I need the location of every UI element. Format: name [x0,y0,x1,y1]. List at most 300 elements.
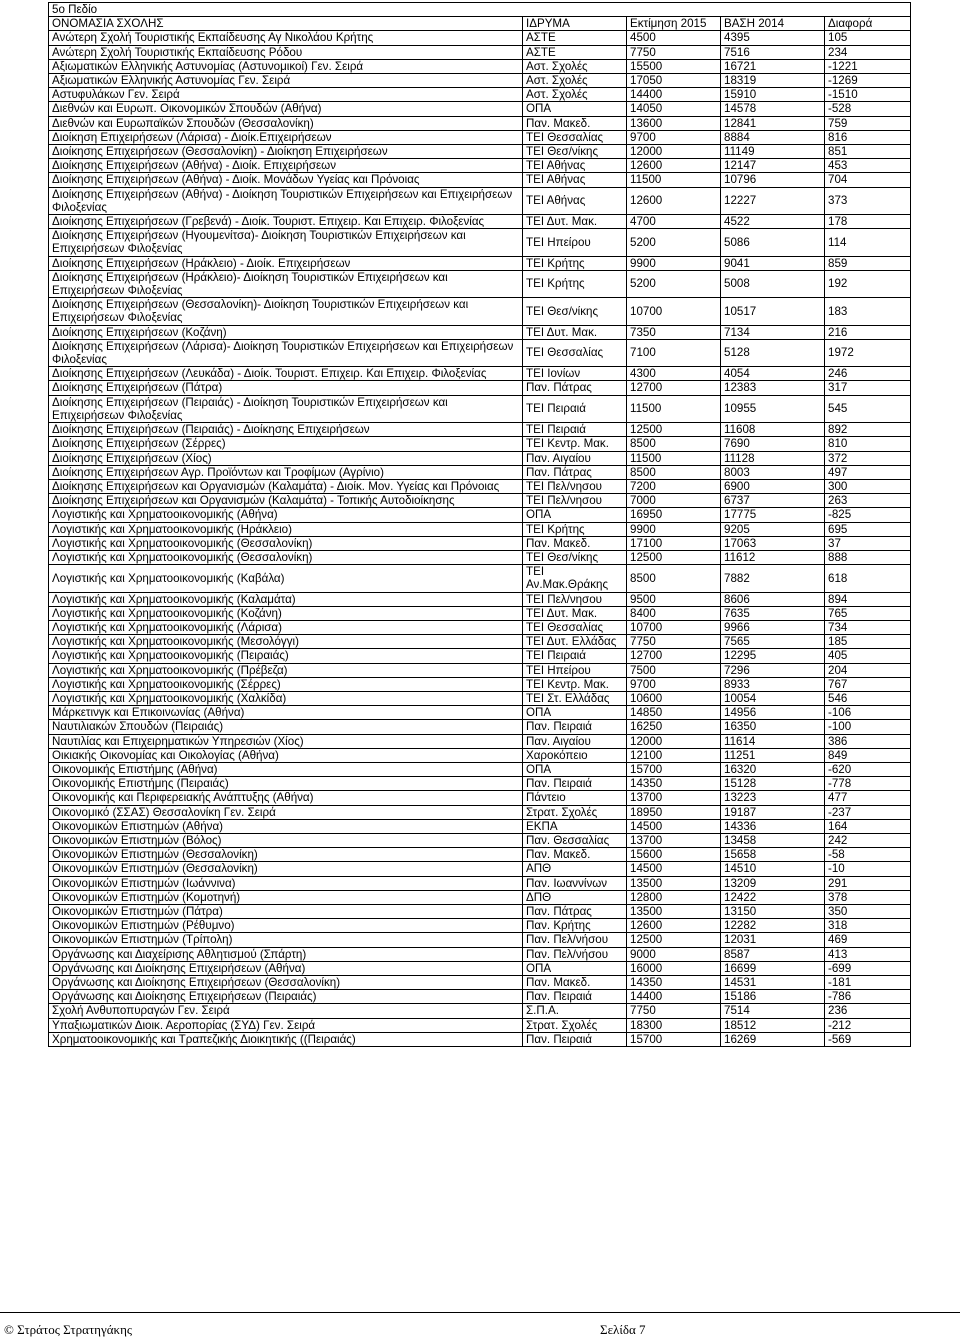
base-2014-cell: 5008 [721,270,825,297]
estimate-2015-cell: 12700 [627,649,721,663]
school-name-cell: Ναυτιλιακών Σπουδών (Πειραιάς) [49,720,523,734]
estimate-2015-cell: 18300 [627,1018,721,1032]
base-2014-cell: 8933 [721,677,825,691]
difference-cell: 37 [825,536,911,550]
institution-cell: Παν. Πελ/νήσου [523,933,627,947]
school-name-cell: Λογιστικής και Χρηματοοικονομικής (Κοζάνη) [49,606,523,620]
school-name-cell: Λογιστικής και Χρηματοοικονομικής (Θεσσαλονίκη) [49,536,523,550]
difference-cell: -237 [825,805,911,819]
institution-cell: ΟΠΑ [523,508,627,522]
difference-cell: 405 [825,649,911,663]
difference-cell: 695 [825,522,911,536]
table-row [49,367,911,381]
school-name-cell: Οικιακής Οικονομίας και Οικολογίας (Αθήνα) [49,748,523,762]
difference-cell: 849 [825,748,911,762]
school-name-cell: Οργάνωσης και Διοίκησης Επιχειρήσεων (Αθήνα) [49,961,523,975]
estimate-2015-cell: 7750 [627,45,721,59]
table-row [49,256,911,270]
estimate-2015-cell: 12600 [627,159,721,173]
table-row [49,159,911,173]
institution-cell: ΤΕΙ Δυτ. Μακ. [523,215,627,229]
base-2014-cell: 7296 [721,663,825,677]
difference-cell: 545 [825,395,911,422]
school-name-cell: Οικονομικής Επιστήμης (Πειραιάς) [49,777,523,791]
estimate-2015-cell: 16000 [627,961,721,975]
table-row [49,905,911,919]
difference-cell: 810 [825,437,911,451]
difference-cell: 851 [825,145,911,159]
estimate-2015-cell: 9000 [627,947,721,961]
estimate-2015-cell: 10600 [627,691,721,705]
table-row [49,990,911,1004]
base-2014-cell: 10796 [721,173,825,187]
difference-cell: 1972 [825,339,911,366]
difference-cell: -58 [825,848,911,862]
base-2014-cell: 15186 [721,990,825,1004]
difference-cell: -620 [825,762,911,776]
institution-cell: Παν. Πειραιά [523,720,627,734]
table-row [49,215,911,229]
institution-cell: ΤΕΙ Πελ/νησου [523,479,627,493]
table-row [49,862,911,876]
table-row [49,479,911,493]
estimate-2015-cell: 8500 [627,437,721,451]
table-row [49,325,911,339]
school-name-cell: Λογιστικής και Χρηματοοικονομικής (Καλαμάτα) [49,592,523,606]
base-2014-cell: 7690 [721,437,825,451]
difference-cell: 242 [825,833,911,847]
table-row [49,494,911,508]
estimate-2015-cell: 14500 [627,819,721,833]
base-2014-cell: 14336 [721,819,825,833]
table-row [49,606,911,620]
table-row [49,437,911,451]
table-row [49,947,911,961]
difference-cell: 386 [825,734,911,748]
table-row [49,45,911,59]
school-name-cell: Οργάνωσης και Διαχείρισης Αθλητισμού (Σπάρτη) [49,947,523,961]
difference-cell: -569 [825,1032,911,1046]
table-row [49,933,911,947]
base-2014-cell: 16699 [721,961,825,975]
estimate-2015-cell: 7750 [627,635,721,649]
school-name-cell: Λογιστικής και Χρηματοοικονομικής (Μεσολόγγι) [49,635,523,649]
school-name-cell: Ανώτερη Σχολή Τουριστικής Εκπαίδευσης Ρόδου [49,45,523,59]
difference-cell: 178 [825,215,911,229]
institution-cell: ΟΠΑ [523,706,627,720]
estimate-2015-cell: 14350 [627,976,721,990]
col-header-estimate-2015: Εκτίμηση 2015 [627,17,721,31]
school-name-cell: Λογιστικής και Χρηματοοικονομικής (Αθήνα) [49,508,523,522]
estimate-2015-cell: 11500 [627,451,721,465]
school-name-cell: Διοίκησης Επιχειρήσεων (Λάρισα)- Διοίκηση Τουριστικών Επιχειρήσεων και Επιχειρήσεων Φιλοξενίας [49,339,523,366]
base-2014-cell: 11128 [721,451,825,465]
institution-cell: ΤΕΙ Δυτ. Μακ. [523,606,627,620]
difference-cell: -212 [825,1018,911,1032]
base-2014-cell: 7635 [721,606,825,620]
table-row [49,381,911,395]
base-2014-cell: 5128 [721,339,825,366]
base-2014-cell: 12147 [721,159,825,173]
school-name-cell: Χρηματοοικονομικής και Τραπεζικής Διοικητικής ((Πειραιάς) [49,1032,523,1046]
estimate-2015-cell: 7750 [627,1004,721,1018]
table-row [49,229,911,256]
table-row [49,890,911,904]
base-2014-cell: 8606 [721,592,825,606]
school-name-cell: Ανώτερη Σχολή Τουριστικής Εκπαίδευσης Αγ Νικολάου Κρήτης [49,31,523,45]
difference-cell: 373 [825,187,911,214]
estimate-2015-cell: 13700 [627,833,721,847]
estimate-2015-cell: 13600 [627,116,721,130]
estimate-2015-cell: 9900 [627,522,721,536]
difference-cell: 234 [825,45,911,59]
base-2014-cell: 12295 [721,649,825,663]
base-2014-cell: 6900 [721,479,825,493]
school-name-cell: Λογιστικής και Χρηματοοικονομικής (Πρέβεζα) [49,663,523,677]
estimate-2015-cell: 12500 [627,550,721,564]
school-name-cell: Οικονομικών Επιστημών (Θεσσαλονίκη) [49,848,523,862]
estimate-2015-cell: 8500 [627,465,721,479]
table-row [49,677,911,691]
estimate-2015-cell: 12600 [627,919,721,933]
base-2014-cell: 11614 [721,734,825,748]
school-name-cell: Μάρκετινγκ και Επικοινωνίας (Αθήνα) [49,706,523,720]
institution-cell: Στρατ. Σχολές [523,1018,627,1032]
estimate-2015-cell: 14500 [627,862,721,876]
institution-cell: Παν. Πειραιά [523,777,627,791]
table-row [49,270,911,297]
institution-cell: Παν. Πειραιά [523,990,627,1004]
institution-cell: Παν. Μακεδ. [523,848,627,862]
table-row [49,805,911,819]
table-row [49,102,911,116]
difference-cell: 378 [825,890,911,904]
difference-cell: 734 [825,620,911,634]
school-name-cell: Οικονομικής και Περιφερειακής Ανάπτυξης (Αθήνα) [49,791,523,805]
difference-cell: 413 [825,947,911,961]
base-2014-cell: 4522 [721,215,825,229]
school-name-cell: Διοίκησης Επιχειρήσεων και Οργανισμών (Καλαμάτα) - Διοίκ. Μον. Υγείας και Πρόνοιας [49,479,523,493]
difference-cell: 894 [825,592,911,606]
estimate-2015-cell: 15700 [627,1032,721,1046]
base-2014-cell: 9205 [721,522,825,536]
institution-cell: Παν. Θεσσαλίας [523,833,627,847]
difference-cell: 164 [825,819,911,833]
difference-cell: -1221 [825,59,911,73]
difference-cell: 453 [825,159,911,173]
table-row [49,74,911,88]
footer-divider [0,1312,960,1313]
institution-cell: ΤΕΙ Ηπείρου [523,663,627,677]
difference-cell: 105 [825,31,911,45]
difference-cell: 185 [825,635,911,649]
table-row [49,748,911,762]
base-2014-cell: 14510 [721,862,825,876]
school-name-cell: Διοίκησης Επιχειρήσεων (Αθήνα) - Διοίκ. Επιχειρήσεων [49,159,523,173]
difference-cell: 546 [825,691,911,705]
base-2014-cell: 13223 [721,791,825,805]
difference-cell: 300 [825,479,911,493]
school-name-cell: Λογιστικής και Χρηματοοικονομικής (Σέρρες) [49,677,523,691]
difference-cell: 704 [825,173,911,187]
estimate-2015-cell: 10700 [627,620,721,634]
estimate-2015-cell: 14350 [627,777,721,791]
estimate-2015-cell: 10700 [627,298,721,325]
institution-cell: ΤΕΙ Κρήτης [523,256,627,270]
institution-cell: ΑΣΤΕ [523,31,627,45]
table-row [49,116,911,130]
institution-cell: Αστ. Σχολές [523,59,627,73]
table-row [49,1018,911,1032]
school-name-cell: Οργάνωσης και Διοίκησης Επιχειρήσεων (Θεσσαλονίκη) [49,976,523,990]
institution-cell: ΔΠΘ [523,890,627,904]
base-2014-cell: 11251 [721,748,825,762]
estimate-2015-cell: 12500 [627,423,721,437]
institution-cell: ΤΕΙ Αθήνας [523,159,627,173]
base-2014-cell: 9041 [721,256,825,270]
school-name-cell: Οικονομικών Επιστημών (Πάτρα) [49,905,523,919]
school-name-cell: Διοίκησης Επιχειρήσεων (Πάτρα) [49,381,523,395]
footer-author: © Στράτος Στρατηγάκης [4,1322,133,1337]
difference-cell: 291 [825,876,911,890]
school-name-cell: Λογιστικής και Χρηματοοικονομικής (Θεσσαλονίκη) [49,550,523,564]
base-2014-cell: 8587 [721,947,825,961]
table-row [49,298,911,325]
difference-cell: 236 [825,1004,911,1018]
difference-cell: 216 [825,325,911,339]
col-header-base-2014: ΒΑΣΗ 2014 [721,17,825,31]
table-row [49,819,911,833]
estimate-2015-cell: 14850 [627,706,721,720]
institution-cell: Στρατ. Σχολές [523,805,627,819]
institution-cell: ΟΠΑ [523,102,627,116]
table-row [49,1032,911,1046]
school-name-cell: Διοίκησης Επιχειρήσεων (Χίος) [49,451,523,465]
school-name-cell: Αστυφυλάκων Γεν. Σειρά [49,88,523,102]
school-name-cell: Λογιστικής και Χρηματοοικονομικής (Πειραιάς) [49,649,523,663]
table-row [49,130,911,144]
table-row [49,791,911,805]
base-2014-cell: 7134 [721,325,825,339]
institution-cell: Παν. Αιγαίου [523,451,627,465]
estimate-2015-cell: 4700 [627,215,721,229]
base-2014-cell: 18512 [721,1018,825,1032]
institution-cell: ΑΣΤΕ [523,45,627,59]
institution-cell: ΤΕΙ Πελ/νησου [523,592,627,606]
table-row [49,145,911,159]
estimate-2015-cell: 13500 [627,876,721,890]
school-name-cell: Οικονομικών Επιστημών (Βόλος) [49,833,523,847]
school-name-cell: Διοίκησης Επιχειρήσεων (Θεσσαλονίκη)- Διοίκηση Τουριστικών Επιχειρήσεων και Επιχειρήσεων Φιλοξενίας [49,298,523,325]
school-name-cell: Διοίκησης Επιχειρήσεων (Ηράκλειο)- Διοίκηση Τουριστικών Επιχειρήσεων και Επιχειρήσεων Φιλοξενίας [49,270,523,297]
col-header-name: ΟΝΟΜΑΣΙΑ ΣΧΟΛΗΣ [49,17,523,31]
estimate-2015-cell: 9700 [627,677,721,691]
school-name-cell: Διοίκησης Επιχειρήσεων (Αθήνα) - Διοίκ. Μονάδων Υγείας και Πρόνοιας [49,173,523,187]
estimate-2015-cell: 4500 [627,31,721,45]
estimate-2015-cell: 14050 [627,102,721,116]
estimate-2015-cell: 9900 [627,256,721,270]
school-name-cell: Διοίκησης Επιχειρήσεων (Πειραιάς) - Διοίκηση Τουριστικών Επιχειρήσεων και Επιχειρήσεων Φιλοξενίας [49,395,523,422]
institution-cell: Χαροκόπειο [523,748,627,762]
base-2014-cell: 12383 [721,381,825,395]
base-2014-cell: 8003 [721,465,825,479]
table-row [49,451,911,465]
school-name-cell: Οικονομικό (ΣΣΑΣ) Θεσσαλονίκη Γεν. Σειρά [49,805,523,819]
difference-cell: 618 [825,565,911,592]
difference-cell: -699 [825,961,911,975]
base-2014-cell: 8884 [721,130,825,144]
difference-cell: 246 [825,367,911,381]
estimate-2015-cell: 13700 [627,791,721,805]
institution-cell: Αστ. Σχολές [523,74,627,88]
institution-cell: ΤΕΙ Πελ/νησου [523,494,627,508]
school-name-cell: Οικονομικών Επιστημών (Κομοτηνή) [49,890,523,904]
institution-cell: ΟΠΑ [523,762,627,776]
estimate-2015-cell: 15600 [627,848,721,862]
difference-cell: 183 [825,298,911,325]
table-row [49,423,911,437]
table-row [49,173,911,187]
base-2014-cell: 10054 [721,691,825,705]
header-row [49,17,911,31]
school-name-cell: Σχολή Ανθυποπυραγών Γεν. Σειρά [49,1004,523,1018]
estimate-2015-cell: 13500 [627,905,721,919]
school-name-cell: Διοίκησης Επιχειρήσεων Αγρ. Προϊόντων και Τροφίμων (Αγρίνιο) [49,465,523,479]
institution-cell: ΤΕΙ Δυτ. Ελλάδας [523,635,627,649]
table-row [49,706,911,720]
difference-cell: 318 [825,919,911,933]
difference-cell: -10 [825,862,911,876]
footer-page-number: Σελίδα 7 [600,1322,646,1337]
estimate-2015-cell: 12800 [627,890,721,904]
difference-cell: 477 [825,791,911,805]
estimate-2015-cell: 5200 [627,270,721,297]
school-name-cell: Διοίκησης Επιχειρήσεων (Ηράκλειο) - Διοίκ. Επιχειρήσεων [49,256,523,270]
school-name-cell: Διοίκησης Επιχειρήσεων και Οργανισμών (Καλαμάτα) - Τοπικής Αυτοδιοίκησης [49,494,523,508]
difference-cell: 372 [825,451,911,465]
institution-cell: ΑΠΘ [523,862,627,876]
institution-cell: ΤΕΙ Ιονίων [523,367,627,381]
institution-cell: ΤΕΙ Θεσσαλίας [523,130,627,144]
estimate-2015-cell: 12500 [627,933,721,947]
estimate-2015-cell: 7200 [627,479,721,493]
school-name-cell: Οικονομικής Επιστήμης (Αθήνα) [49,762,523,776]
base-2014-cell: 15910 [721,88,825,102]
institution-cell: Παν. Ιωαννίνων [523,876,627,890]
institution-cell: Παν. Πάτρας [523,381,627,395]
school-name-cell: Λογιστικής και Χρηματοοικονομικής (Λάρισα) [49,620,523,634]
institution-cell: Αστ. Σχολές [523,88,627,102]
difference-cell: -786 [825,990,911,1004]
base-2014-cell: 12282 [721,919,825,933]
school-name-cell: Λογιστικής και Χρηματοοικονομικής (Καβάλα) [49,565,523,592]
institution-cell: ΤΕΙ Κρήτης [523,522,627,536]
table-row [49,734,911,748]
table-row [49,961,911,975]
estimate-2015-cell: 15700 [627,762,721,776]
difference-cell: -100 [825,720,911,734]
base-2014-cell: 4395 [721,31,825,45]
estimate-2015-cell: 15500 [627,59,721,73]
school-name-cell: Διεθνών και Ευρωπ. Οικονομικών Σπουδών (Αθήνα) [49,102,523,116]
table-row [49,550,911,564]
estimate-2015-cell: 11500 [627,173,721,187]
base-2014-cell: 7514 [721,1004,825,1018]
institution-cell: Παν. Πάτρας [523,905,627,919]
difference-cell: -1269 [825,74,911,88]
estimate-2015-cell: 7100 [627,339,721,366]
base-2014-cell: 7565 [721,635,825,649]
institution-cell: ΤΕΙ Πειραιά [523,395,627,422]
col-header-institution: ΙΔΡΥΜΑ [523,17,627,31]
table-row [49,187,911,214]
institution-cell: ΤΕΙ Θεσ/νίκης [523,298,627,325]
school-name-cell: Διεθνών και Ευρωπαϊκών Σπουδών (Θεσσαλονίκη) [49,116,523,130]
table-row [49,395,911,422]
school-name-cell: Λογιστικής και Χρηματοοικονομικής (Χαλκίδα) [49,691,523,705]
table-row [49,663,911,677]
table-row [49,691,911,705]
school-name-cell: Διοίκησης Επιχειρήσεων (Αθήνα) - Διοίκηση Τουριστικών Επιχειρήσεων και Επιχειρήσεων Φιλοξενίας [49,187,523,214]
institution-cell: ΤΕΙ Αθήνας [523,173,627,187]
difference-cell: 767 [825,677,911,691]
base-2014-cell: 7516 [721,45,825,59]
school-name-cell: Οικονομικών Επιστημών (Αθήνα) [49,819,523,833]
institution-cell: ΤΕΙ Κεντρ. Μακ. [523,437,627,451]
institution-cell: Παν. Μακεδ. [523,536,627,550]
estimate-2015-cell: 7500 [627,663,721,677]
difference-cell: 263 [825,494,911,508]
difference-cell: 888 [825,550,911,564]
institution-cell: ΤΕΙ Θεσ/νίκης [523,550,627,564]
institution-cell: ΤΕΙ Θεσ/νίκης [523,145,627,159]
table-row [49,1004,911,1018]
table-row [49,31,911,45]
institution-cell: Σ.Π.Α. [523,1004,627,1018]
estimate-2015-cell: 12700 [627,381,721,395]
table-row [49,635,911,649]
school-name-cell: Διοίκησης Επιχειρήσεων (Κοζάνη) [49,325,523,339]
table-row [49,620,911,634]
estimate-2015-cell: 14400 [627,990,721,1004]
base-2014-cell: 13458 [721,833,825,847]
school-name-cell: Οικονομικών Επιστημών (Ρέθυμνο) [49,919,523,933]
institution-cell: ΤΕΙ Δυτ. Μακ. [523,325,627,339]
section-title-row [49,3,911,17]
estimate-2015-cell: 14400 [627,88,721,102]
institution-cell: ΤΕΙ Πειραιά [523,423,627,437]
school-name-cell: Διοίκησης Επιχειρήσεων (Σέρρες) [49,437,523,451]
base-2014-cell: 19187 [721,805,825,819]
base-2014-cell: 7882 [721,565,825,592]
table-row [49,88,911,102]
table-row [49,720,911,734]
institution-cell: Παν. Μακεδ. [523,976,627,990]
difference-cell: -181 [825,976,911,990]
table-row [49,777,911,791]
estimate-2015-cell: 5200 [627,229,721,256]
estimate-2015-cell: 17050 [627,74,721,88]
base-2014-cell: 11612 [721,550,825,564]
table-row [49,649,911,663]
institution-cell: Παν. Κρήτης [523,919,627,933]
difference-cell: -106 [825,706,911,720]
difference-cell: -1510 [825,88,911,102]
section-title: 5ο Πεδίο [49,3,911,17]
institution-cell: ΕΚΠΑ [523,819,627,833]
table-row [49,592,911,606]
difference-cell: 892 [825,423,911,437]
